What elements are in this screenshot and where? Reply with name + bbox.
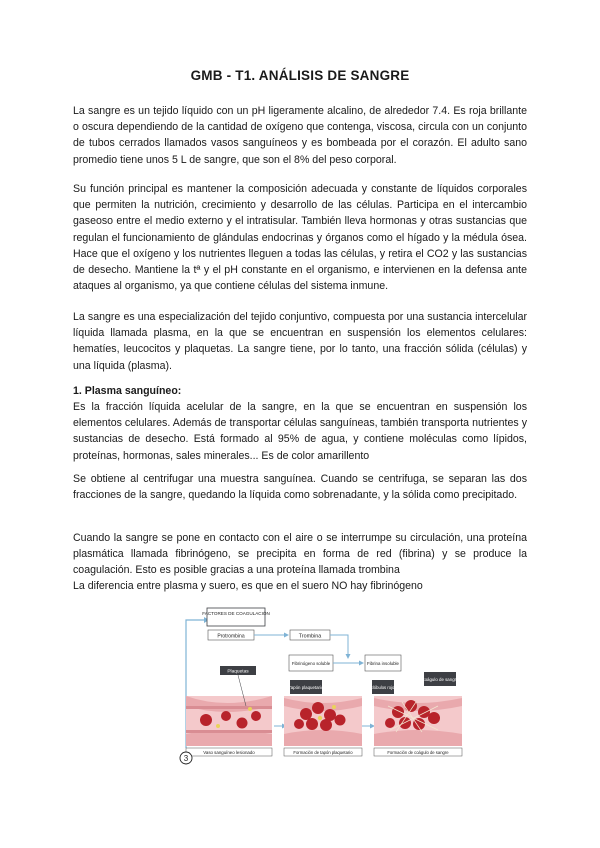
label-tapon: Tapón plaquetario (288, 685, 324, 690)
label-glob-rojos: Glóbulos rojos (369, 685, 397, 690)
label-protrombina: Protrombina (217, 633, 245, 640)
label-panel3: Formación de coágulo de sangre (387, 749, 449, 755)
panel-blood-clot (370, 672, 462, 756)
label-panel1: Vaso sanguíneo lesionado (203, 749, 255, 755)
paragraph-coagulation: Cuando la sangre se pone en contacto con el aire o se interrumpe su circulación, una proteína plasmática llamada fibrinógeno, se precipita en forma de red (fibrina) y se produce la coagulación. Esto es posible gracias a una proteína llamada trombina (73, 532, 527, 577)
paragraph-blood-intro: La sangre es un tejido líquido con un pH ligeramente alcalino, de alrededor 7.4. Es roja brillante o oscura dependiendo de la cantidad de oxígeno que contenga, viscosa, circula con un conjunto de tubos cerrados llamados vasos sanguíneos y es bombeada por el corazón. El adulto sano promedio tiene unos 5 L de sangre, que son el 8% del peso corporal. (73, 105, 527, 166)
panel-platelet-plug (284, 680, 362, 756)
paragraph-plasma-vs-serum: La diferencia entre plasma y suero, es que en el suero NO hay fibrinógeno (73, 580, 423, 592)
label-fibrinogeno: Fibrinógeno soluble (291, 661, 331, 666)
label-factores: FACTORES DE COAGULACIÓN (202, 611, 270, 616)
label-trombina: Trombina (298, 633, 322, 640)
panel-injured-vessel (186, 666, 272, 756)
label-coagulo: Coágulo de sangre (421, 677, 459, 682)
paragraph-blood-function: Su función principal es mantener la composición adecuada y constante de líquidos corporales que permiten la nutrición, crecimiento y desarrollo de las células. Participa en el intercambio gaseoso entre el medio externo y el intratisular. También lleva hormonas y otras sustancias que regulan el funcionamiento de glándulas endocrinas y órganos como el hígado y la médula ósea. Hace que el oxígeno y los nutrientes lleguen a todas las células, y retira el CO2 y las sustancias de desecho. Mantiene la tª y el pH constante en el organismo, e intervienen en la defensa ante ataques al organismo, ya que contiene células del sistema inmune. (73, 183, 527, 293)
paragraph-connective-tissue: La sangre es una especialización del tejido conjuntivo, compuesta por una sustancia intercelular líquida llamada plasma, en la que se encuentran en suspensión los elementos celulares: hematíes, leucocitos y plaquetas. La sangre tiene, por lo tanto, una fracción sólida (células) y una líquida (plasma). (73, 311, 527, 372)
section-heading-plasma: 1. Plasma sanguíneo: (73, 385, 182, 397)
label-plaquetas: Plaquetas (227, 669, 249, 675)
label-panel2: Formación de tapón plaquetario (293, 749, 353, 755)
paragraph-centrifuge: Se obtiene al centrifugar una muestra sanguínea. Cuando se centrifuga, se separan las dos fracciones de la sangre, quedando la líquida como sobrenadante, y la sólida como precipitado. (73, 473, 527, 502)
paragraph-plasma-definition: Es la fracción líquida acelular de la sangre, en la que se encuentran en suspensión los elementos celulares. Además de transportar células sanguíneas, también transporta nutrientes y sustancias de desecho. Está formado al 95% de agua, y contiene moléculas como lípidos, proteínas, hormonas, sales minerales... Es de color amarillento (73, 401, 527, 462)
coagulation-figure (176, 602, 476, 770)
label-fibrina: Fibrina insoluble (367, 661, 399, 666)
page-title: GMB - T1. ANÁLISIS DE SANGRE (190, 68, 410, 83)
label-step-number: 3 (183, 754, 189, 763)
